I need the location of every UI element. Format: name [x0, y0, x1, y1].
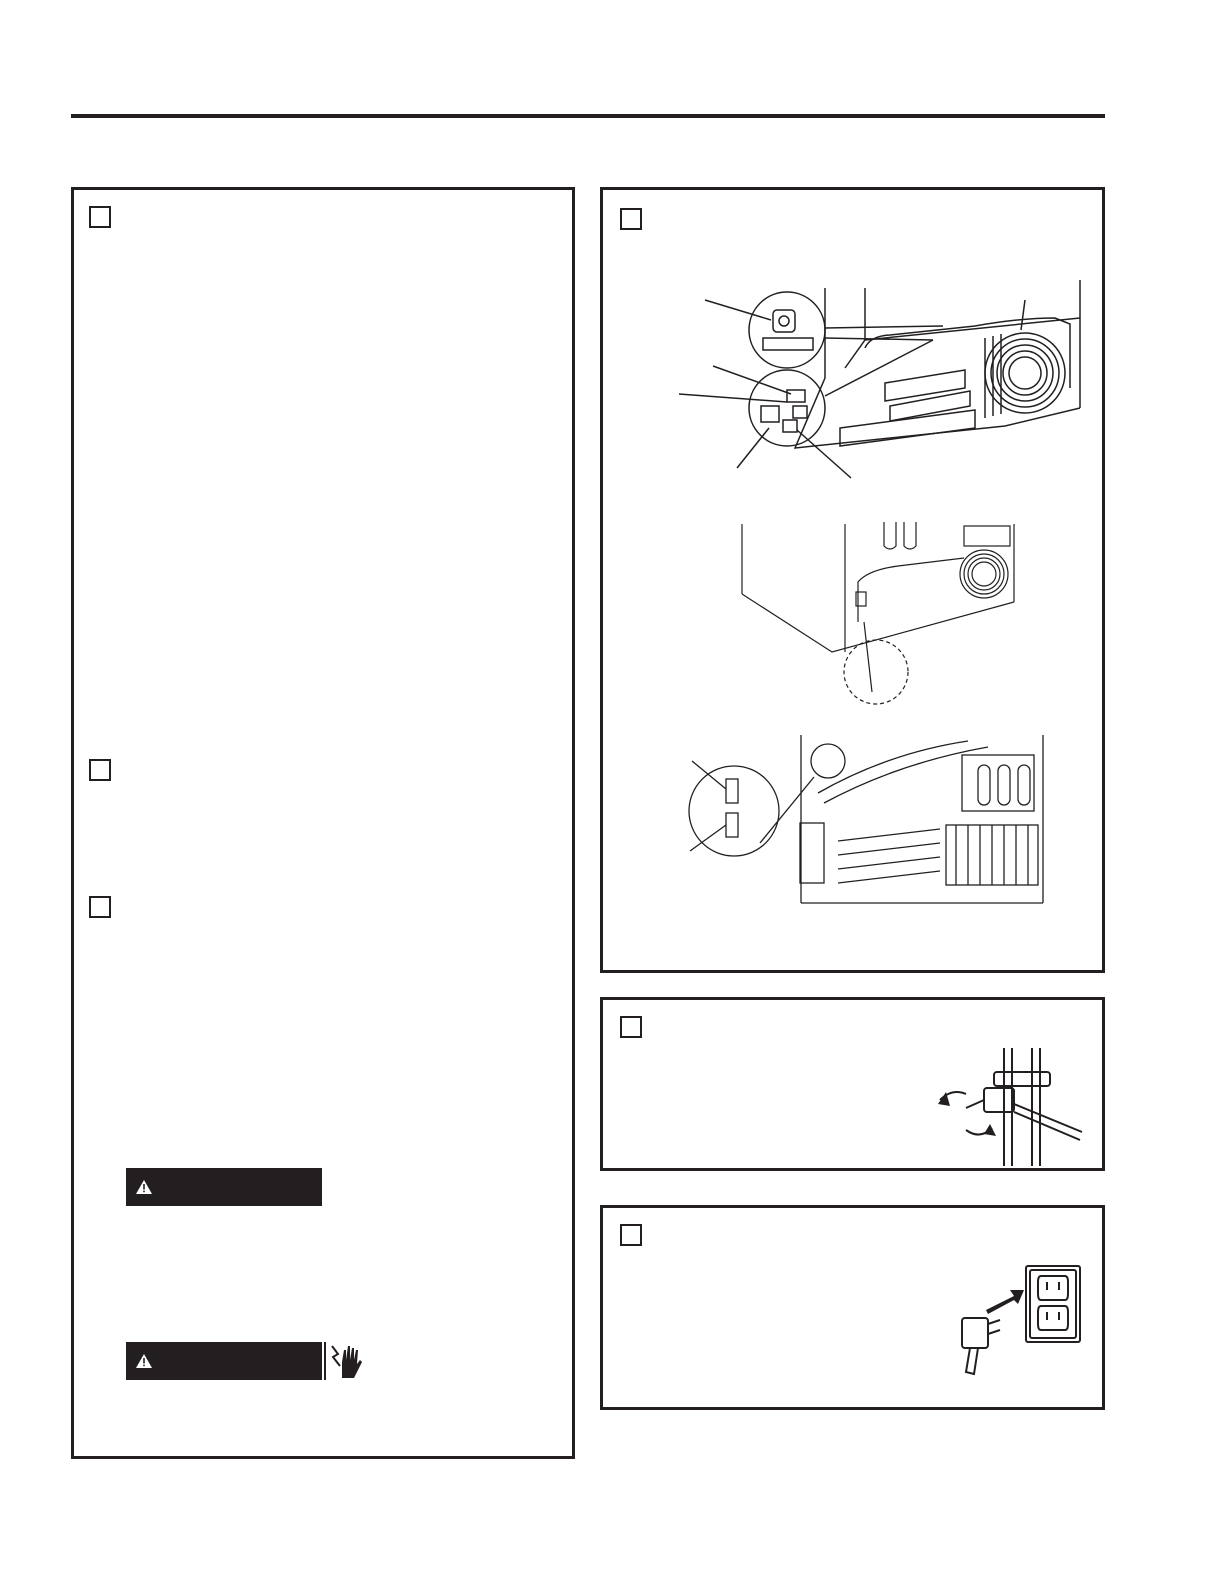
- warning-banner: [126, 1342, 322, 1380]
- electric-shock-hand-icon: [324, 1342, 364, 1380]
- refrigerator-rear-water-inlet-diagram: [738, 522, 1018, 712]
- left-instruction-panel: [71, 187, 575, 1459]
- refrigerator-rear-valve-detail-diagram: [688, 733, 1048, 911]
- step-checkbox: [620, 208, 642, 230]
- warning-triangle-icon: [136, 1354, 152, 1368]
- step-checkbox: [89, 896, 111, 918]
- plug-into-outlet-icon: [944, 1262, 1086, 1382]
- warning-triangle-icon: [136, 1180, 152, 1194]
- step-checkbox: [620, 1224, 642, 1246]
- step-checkbox: [89, 206, 111, 228]
- step-checkbox: [620, 1016, 642, 1038]
- header-rule: [71, 114, 1105, 118]
- step-checkbox: [89, 759, 111, 781]
- water-line-connection-diagram: [675, 278, 1085, 488]
- warning-banner: [126, 1168, 322, 1206]
- shutoff-valve-turn-on-icon: [936, 1048, 1086, 1166]
